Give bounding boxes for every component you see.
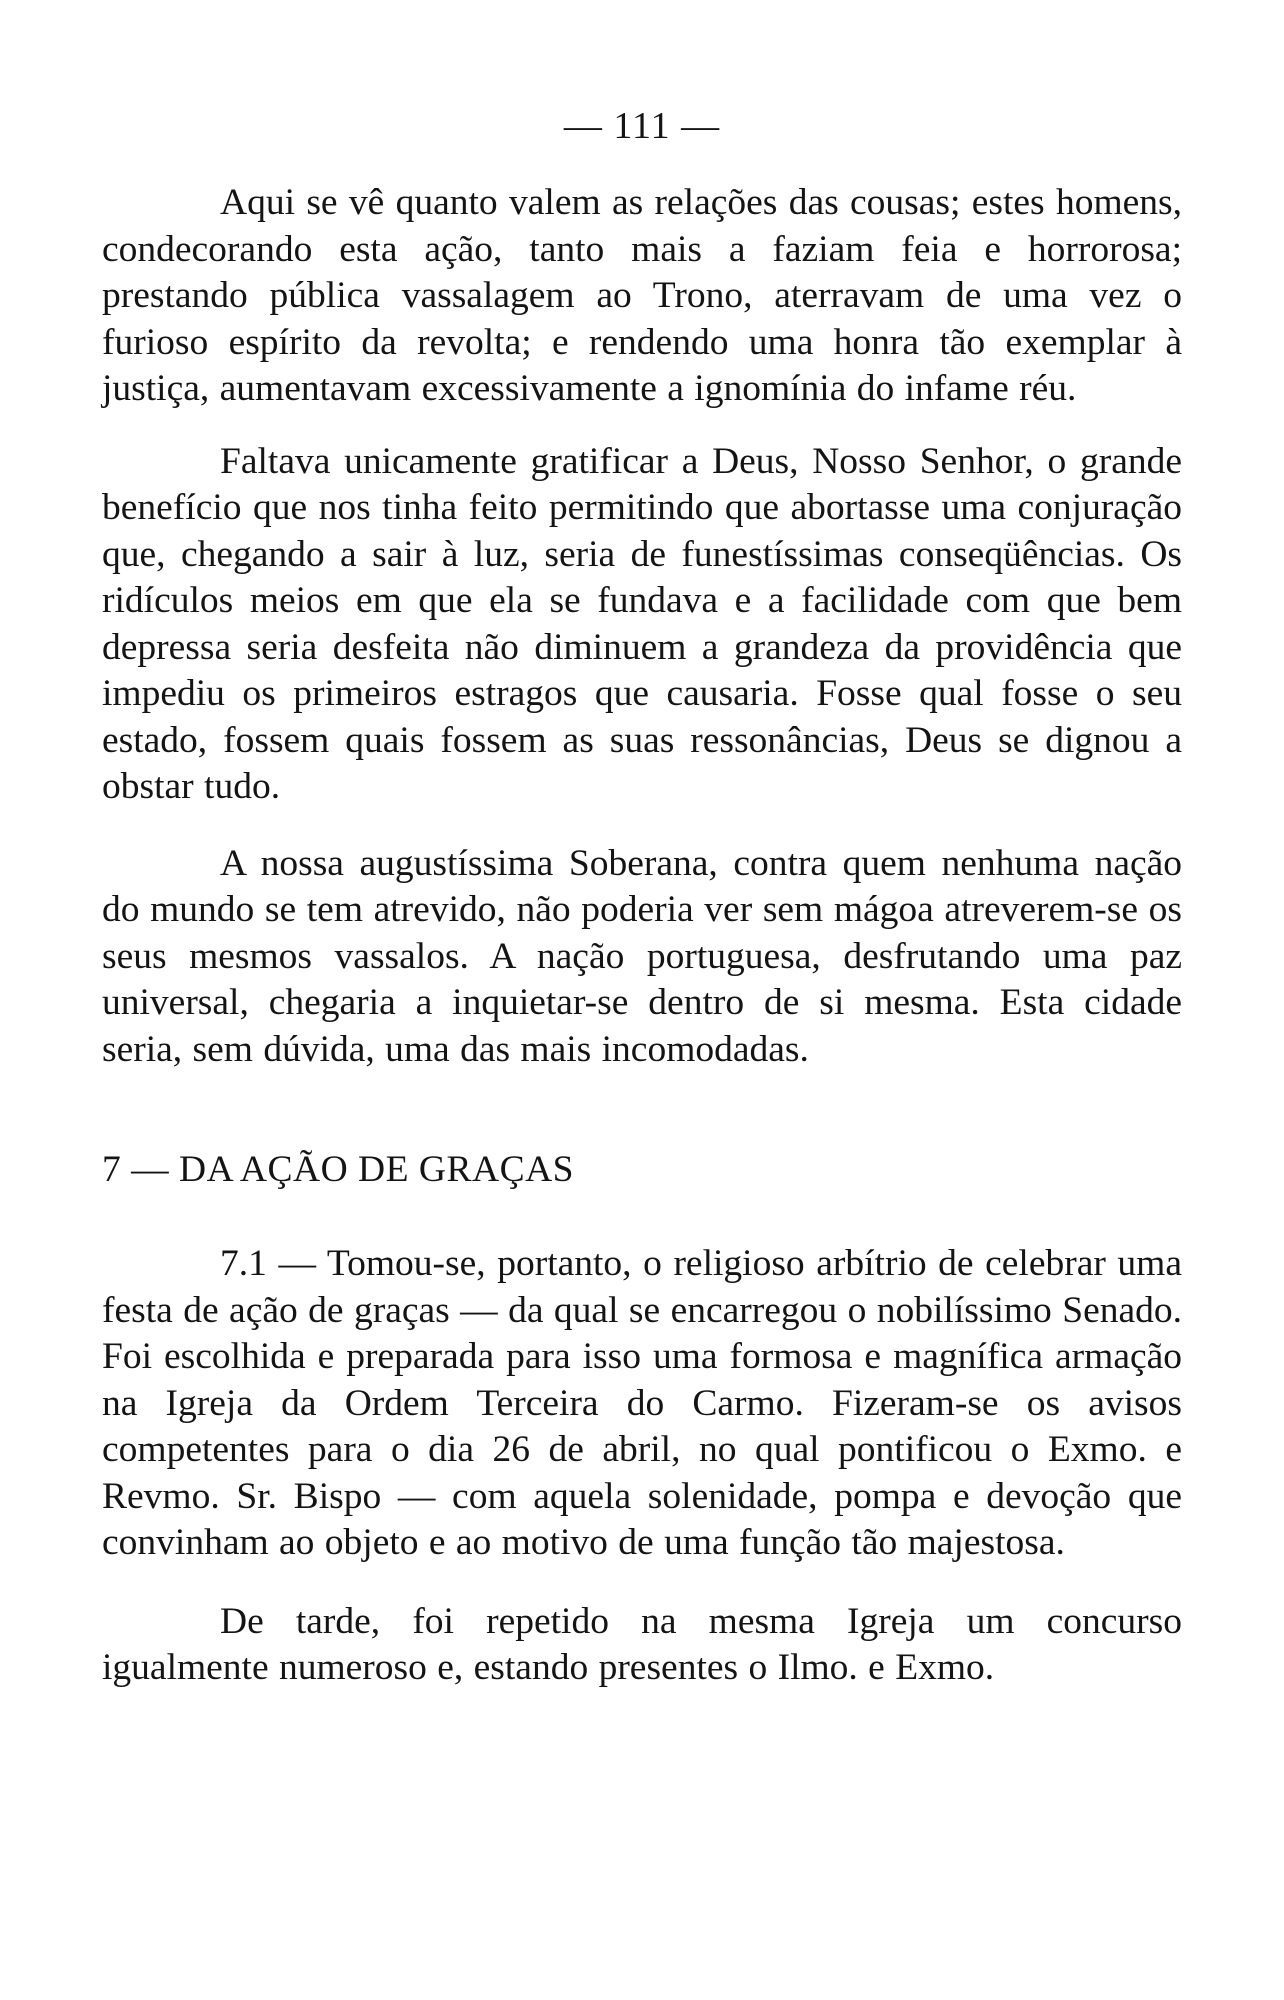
- paragraph-gratificar-deus: Faltava unicamente gratificar a Deus, Nosso Senhor, o grande benefício que nos tinha feito permitindo que abortasse uma conjuração que, chegando a sair à luz, seria de funestíssimas conseqüências. Os ridículos meios em que ela se fundava e a facilidade com que bem depressa seria desfeita não diminuem a grandeza da providência que impediu os primeiros estragos que causaria. Fosse qual fosse o seu estado, fossem quais fossem as suas ressonâncias, Deus se dignou a obstar tudo.: [102, 440, 1182, 807]
- page-number: — 111 —: [563, 105, 721, 147]
- paragraph-festa-acao-de-gracas: 7.1 — Tomou-se, portanto, o religioso arbítrio de celebrar uma festa de ação de graças — da qual se encarregou o nobilíssimo Senado. Foi escolhida e preparada para isso uma formosa e magnífica armação na Igreja da Ordem Terceira do Carmo. Fizeram-se os avisos competentes para o dia 26 de abril, no qual pontificou o Exmo. e Revmo. Sr. Bispo — com aquela solenidade, pompa e devoção que convinham ao objeto e ao motivo de uma função tão majestosa.: [102, 1243, 1182, 1563]
- paragraph-de-tarde: De tarde, foi repetido na mesma Igreja um concurso igualmente numeroso e, estando presentes o Ilmo. e Exmo.: [102, 1600, 1182, 1688]
- paragraph-soberana: A nossa augustíssima Soberana, contra quem nenhuma nação do mundo se tem atrevido, não poderia ver sem mágoa atreverem-se os seus mesmos vassalos. A nação portuguesa, desfrutando uma paz universal, chegaria a inquietar-se dentro de si mesma. Esta cidade seria, sem dúvida, uma das mais incomodadas.: [102, 842, 1182, 1070]
- body-text: [102, 180, 1182, 1692]
- section-heading: 7 — DA AÇÃO DE GRAÇAS: [102, 1149, 575, 1190]
- paragraph-relacoes: Aqui se vê quanto valem as relações das cousas; estes homens, condecorando esta ação, tanto mais a faziam feia e horrorosa; prestando pública vassalagem ao Trono, aterravam de uma vez o furioso espírito da revolta; e rendendo uma honra tão exemplar à justiça, aumentavam excessivamente a ignomínia do infame réu.: [102, 182, 1182, 409]
